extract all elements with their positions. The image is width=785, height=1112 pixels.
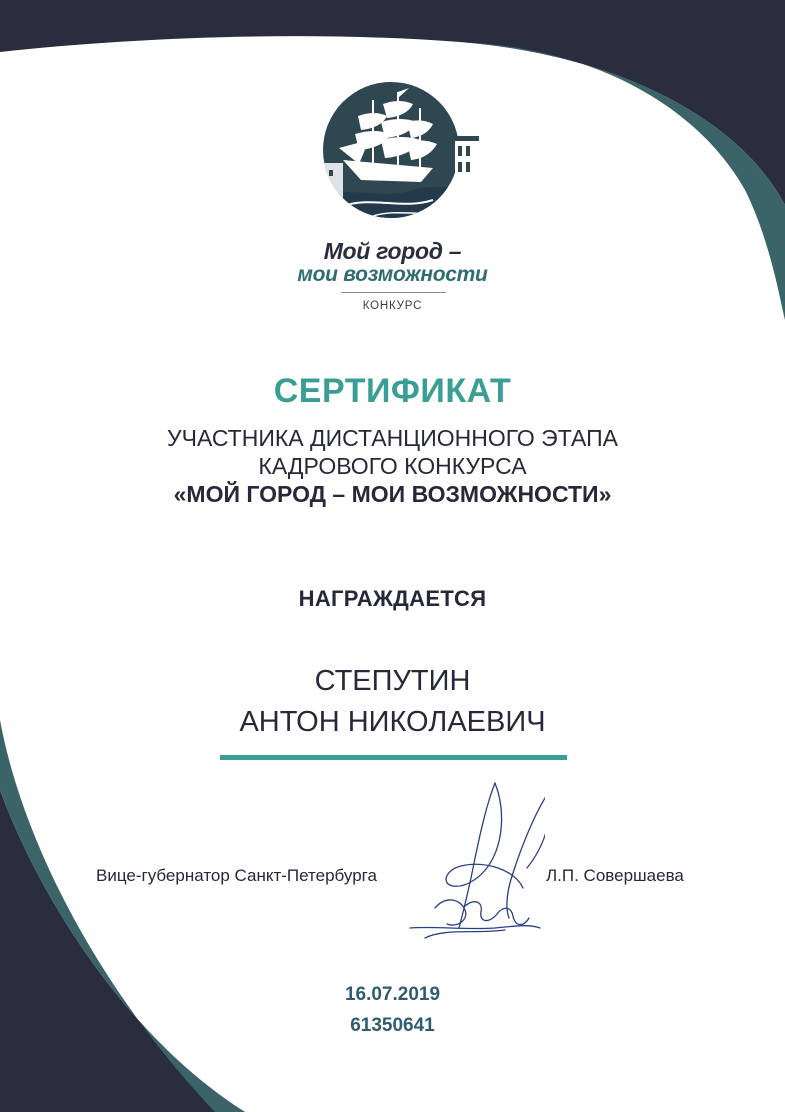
certificate-date: 16.07.2019 (344, 984, 441, 1005)
signer-name: Л.П. Совершаева (546, 866, 684, 885)
logo-subtitle: КОНКУРС (362, 300, 423, 312)
logo-title-line1: Мой город – (323, 238, 462, 264)
certificate-number: 61350641 (350, 1015, 435, 1036)
certificate-title: СЕРТИФИКАТ (273, 372, 512, 410)
awarded-label: НАГРАЖДАЕТСЯ (298, 586, 487, 611)
name-underline (220, 755, 567, 760)
signer-position: Вице-губернатор Санкт-Петербурга (96, 866, 377, 885)
certificate-subtitle-line2: КАДРОВОГО КОНКУРСА (258, 453, 527, 479)
signature-icon (405, 778, 545, 943)
contest-name: «МОЙ ГОРОД – МОИ ВОЗМОЖНОСТИ» (173, 481, 612, 507)
ship-logo-icon (303, 78, 483, 233)
recipient-given-names: АНТОН НИКОЛАЕВИЧ (239, 706, 546, 738)
bottom-navy-band (0, 790, 245, 1112)
recipient-surname: СТЕПУТИН (314, 665, 471, 697)
logo-title-line2: мои возможности (297, 263, 488, 286)
logo-divider (341, 292, 446, 293)
certificate-subtitle-line1: УЧАСТНИКА ДИСТАНЦИОННОГО ЭТАПА (167, 425, 618, 451)
